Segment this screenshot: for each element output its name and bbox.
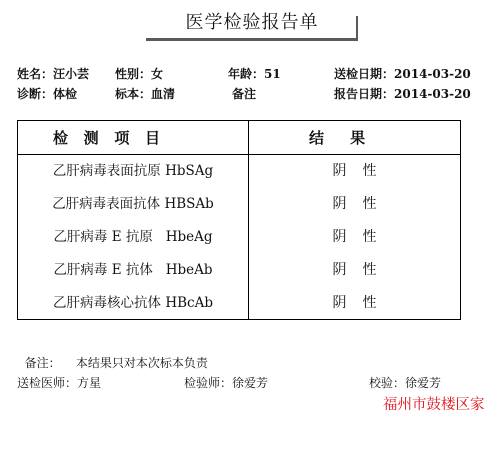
inspector-name: 徐爱芳	[232, 376, 269, 390]
checker-name: 徐爱芳	[405, 376, 442, 390]
specimen: 血清	[151, 87, 176, 101]
info-remark-field	[232, 87, 256, 101]
patient-name-label: 姓名：	[17, 67, 54, 81]
patient-name: 汪小芸	[53, 67, 90, 81]
sending-doctor	[17, 374, 101, 391]
inspector	[184, 374, 268, 391]
test-result: 阴性	[332, 295, 393, 311]
checker-label: 校验：	[369, 376, 406, 390]
inspector-label: 检验师：	[184, 376, 233, 390]
test-result: 阴性	[332, 196, 393, 212]
patient-age-field	[228, 67, 281, 81]
test-item: 乙肝病毒表面抗体 HBSAb	[52, 196, 214, 212]
diagnosis-field	[17, 87, 77, 101]
report-title: 医学检验报告单	[185, 12, 319, 33]
send-date: 2014-03-20	[394, 67, 471, 81]
patient-age-label: 年龄：	[228, 67, 265, 81]
patient-sex-label: 性别：	[115, 67, 152, 81]
sending-doctor-name: 方星	[77, 376, 102, 390]
table-row	[18, 254, 460, 287]
footer-remark-label: 备注：	[24, 356, 61, 370]
table-row	[18, 155, 460, 188]
diagnosis: 体检	[53, 87, 78, 101]
sending-doctor-label: 送检医师：	[17, 376, 78, 390]
title-underline-edge	[356, 16, 358, 41]
test-item: 乙肝病毒 E 抗体 HbeAb	[53, 262, 213, 278]
footer-remark	[17, 340, 208, 371]
diagnosis-label: 诊断：	[17, 87, 54, 101]
footer-remark-text: 本结果只对本次标本负责	[75, 356, 208, 370]
table-row	[18, 188, 460, 221]
report-date: 2014-03-20	[394, 87, 471, 101]
checker	[369, 374, 441, 391]
column-header-item: 检 测 项 目	[53, 129, 160, 147]
send-date-label: 送检日期：	[334, 67, 395, 81]
patient-sex: 女	[151, 67, 164, 81]
send-date-field	[334, 67, 471, 81]
test-item: 乙肝病毒表面抗原 HbSAg	[52, 163, 214, 179]
table-row	[18, 287, 460, 320]
patient-sex-field	[115, 67, 163, 81]
title-underline	[146, 38, 358, 41]
test-item: 乙肝病毒核心抗体 HBcAb	[53, 295, 213, 311]
column-header-result: 结 果	[309, 129, 366, 147]
report-date-label: 报告日期：	[334, 87, 395, 101]
patient-age: 51	[264, 67, 281, 81]
test-result: 阴性	[332, 163, 393, 179]
specimen-label: 标本：	[115, 87, 152, 101]
patient-name-field	[17, 67, 89, 81]
clinic-watermark: 福州市鼓楼区家	[383, 397, 485, 413]
test-result: 阴性	[332, 262, 393, 278]
test-result: 阴性	[332, 229, 393, 245]
table-row	[18, 221, 460, 254]
results-table	[17, 120, 461, 320]
info-remark-label: 备注	[232, 87, 257, 101]
specimen-field	[115, 87, 175, 101]
report-title-block	[146, 10, 358, 40]
report-date-field	[334, 87, 471, 101]
test-item: 乙肝病毒 E 抗原 HbeAg	[53, 229, 213, 245]
